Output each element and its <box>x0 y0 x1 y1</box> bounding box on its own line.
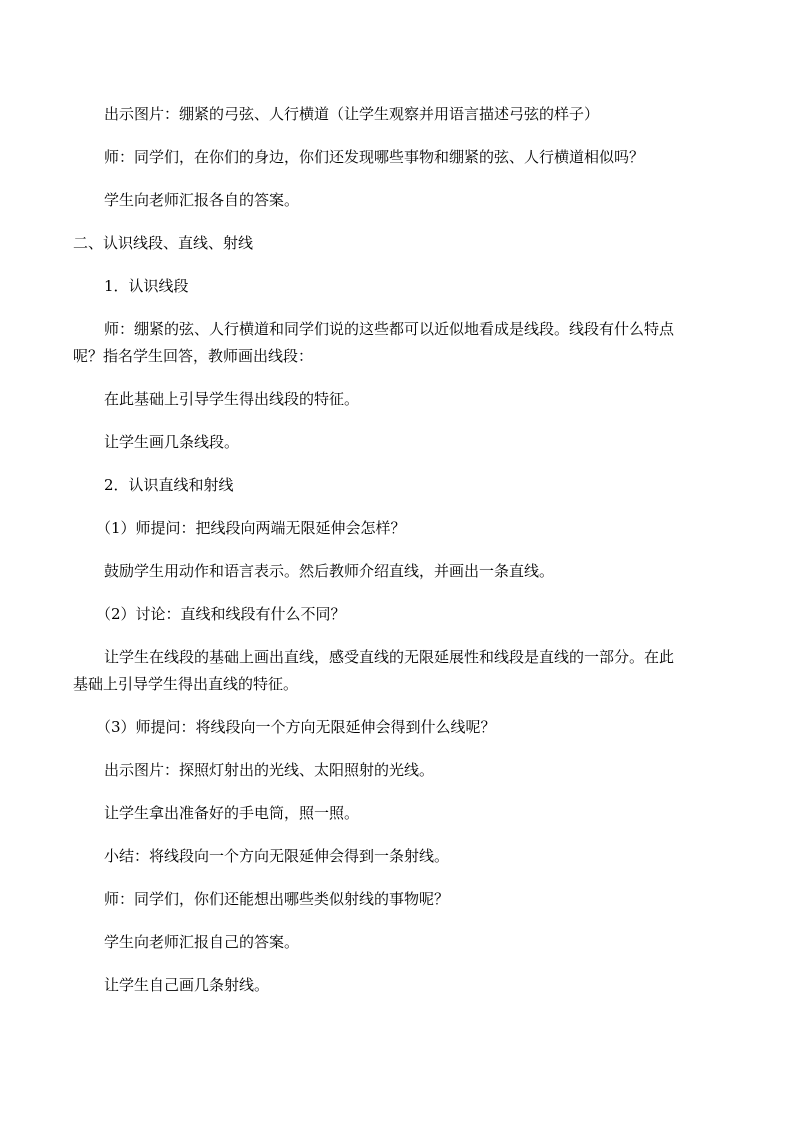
paragraph-summary: 小结：将线段向一个方向无限延伸会得到一条射线。 <box>104 847 450 865</box>
paragraph-show-picture-light: 出示图片：探照灯射出的光线、太阳照射的光线。 <box>104 761 435 779</box>
section-heading-lines: 二、认识线段、直线、射线 <box>73 234 254 252</box>
paragraph-segment-intro-line2: 呢？指名学生回答，教师画出线段： <box>73 347 314 365</box>
paragraph-encourage-students: 鼓励学生用动作和语言表示。然后教师介绍直线，并画出一条直线。 <box>104 562 555 580</box>
subheading-segment: 1．认识线段 <box>104 277 189 295</box>
paragraph-teacher-question-similar: 师：同学们，在你们的身边，你们还发现哪些事物和绷紧的弦、人行横道相似吗？ <box>104 148 645 166</box>
subheading-line-ray: 2．认识直线和射线 <box>104 476 234 494</box>
paragraph-question-1: （1）师提问：把线段向两端无限延伸会怎样？ <box>96 519 406 537</box>
paragraph-students-report-own: 学生向老师汇报自己的答案。 <box>104 933 300 951</box>
paragraph-draw-segments: 让学生画几条线段。 <box>104 433 240 451</box>
paragraph-draw-rays: 让学生自己画几条射线。 <box>104 976 270 994</box>
paragraph-discussion-2: （2）讨论：直线和线段有什么不同？ <box>96 605 346 623</box>
paragraph-segment-features: 在此基础上引导学生得出线段的特征。 <box>104 390 360 408</box>
paragraph-segment-intro-line1: 师：绷紧的弦、人行横道和同学们说的这些都可以近似地看成是线段。线段有什么特点 <box>104 320 675 338</box>
paragraph-draw-line-line2: 基础上引导学生得出直线的特征。 <box>73 675 299 693</box>
paragraph-students-report: 学生向老师汇报各自的答案。 <box>104 191 300 209</box>
paragraph-teacher-question-ray: 师：同学们，你们还能想出哪些类似射线的事物呢？ <box>104 890 450 908</box>
paragraph-question-3: （3）师提问：将线段向一个方向无限延伸会得到什么线呢？ <box>96 718 496 736</box>
paragraph-show-picture-bowstring: 出示图片：绷紧的弓弦、人行横道（让学生观察并用语言描述弓弦的样子） <box>104 105 600 123</box>
paragraph-flashlight: 让学生拿出准备好的手电筒，照一照。 <box>104 804 360 822</box>
paragraph-draw-line-line1: 让学生在线段的基础上画出直线，感受直线的无限延展性和线段是直线的一部分。在此 <box>104 648 675 666</box>
